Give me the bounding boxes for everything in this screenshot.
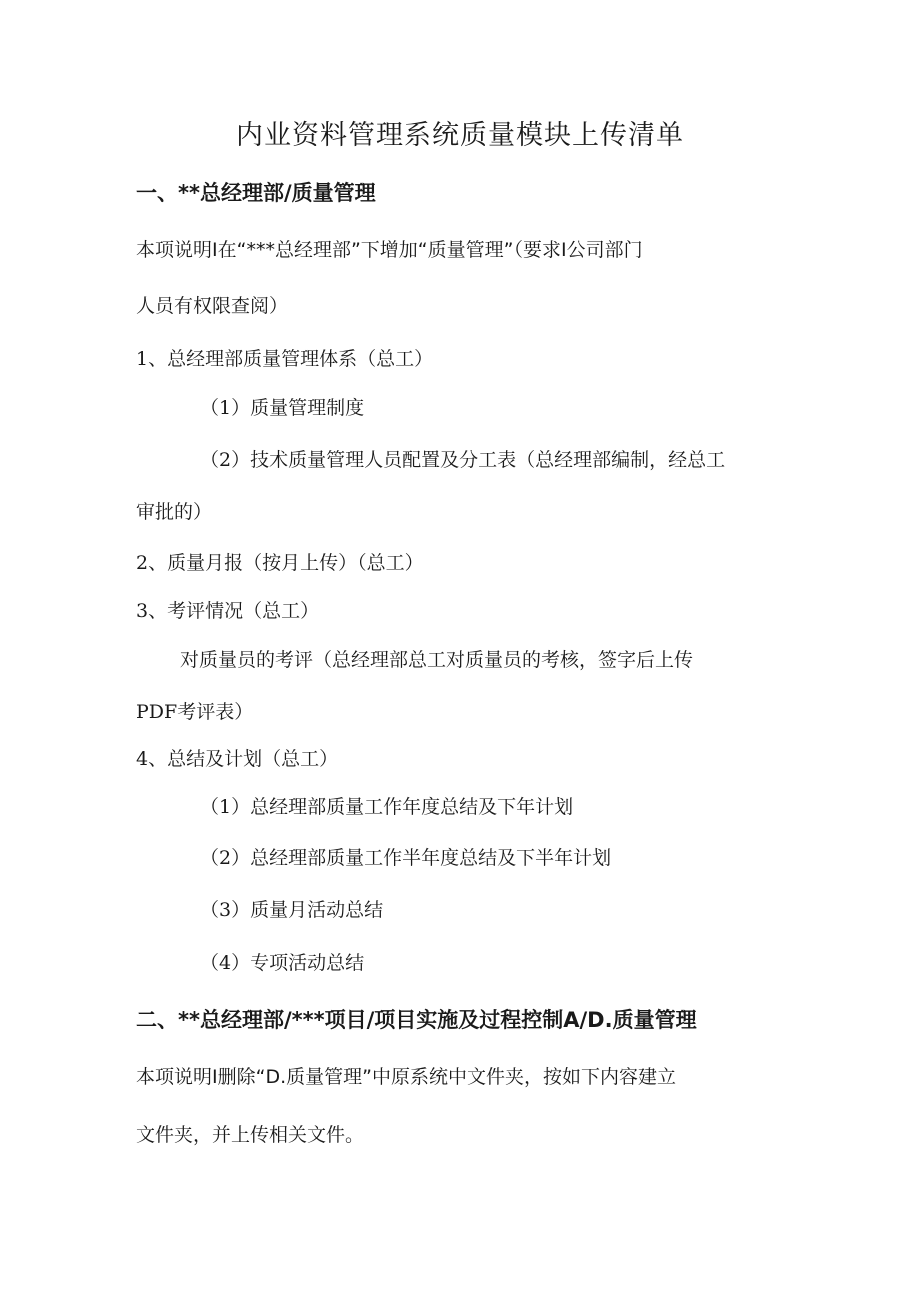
item-1-heading: 1、总经理部质量管理体系（总工） <box>136 348 434 370</box>
section-1-heading: 一、**总经理部/质量管理 <box>136 181 376 205</box>
item-2-heading: 2、质量月报（按月上传）（总工） <box>136 552 424 574</box>
section-1-note-line-1: 本项说明I在“***总经理部”下增加“质量管理”（要求I公司部门 <box>136 239 643 261</box>
item-1-sub-2-line-1: （2）技术质量管理人员配置及分工表（总经理部编制，经总工 <box>200 449 726 471</box>
section-2-heading: 二、**总经理部/***项目/项目实施及过程控制A/D.质量管理 <box>136 1008 697 1032</box>
item-4-sub-2: （2）总经理部质量工作半年度总结及下半年计划 <box>200 847 612 869</box>
item-4-heading: 4、总结及计划（总工） <box>136 748 339 770</box>
item-4-sub-1: （1）总经理部质量工作年度总结及下年计划 <box>200 796 574 818</box>
section-2-note-line-2: 文件夹，并上传相关文件。 <box>136 1124 365 1146</box>
item-1-sub-1: （1）质量管理制度 <box>200 397 365 419</box>
item-1-sub-2-line-2: 审批的） <box>136 501 213 523</box>
section-2-note-line-1: 本项说明I删除“D.质量管理”中原系统中文件夹，按如下内容建立 <box>136 1066 676 1088</box>
item-3-detail-line-1: 对质量员的考评（总经理部总工对质量员的考核，签字后上传 <box>180 649 694 671</box>
item-4-sub-4: （4）专项活动总结 <box>200 952 365 974</box>
document-title: 内业资料管理系统质量模块上传清单 <box>236 120 684 151</box>
item-4-sub-3: （3）质量月活动总结 <box>200 899 384 921</box>
item-3-heading: 3、考评情况（总工） <box>136 600 320 622</box>
section-1-note-line-2: 人员有权限查阅） <box>136 295 289 317</box>
item-3-detail-line-2: PDF考评表） <box>136 701 254 723</box>
